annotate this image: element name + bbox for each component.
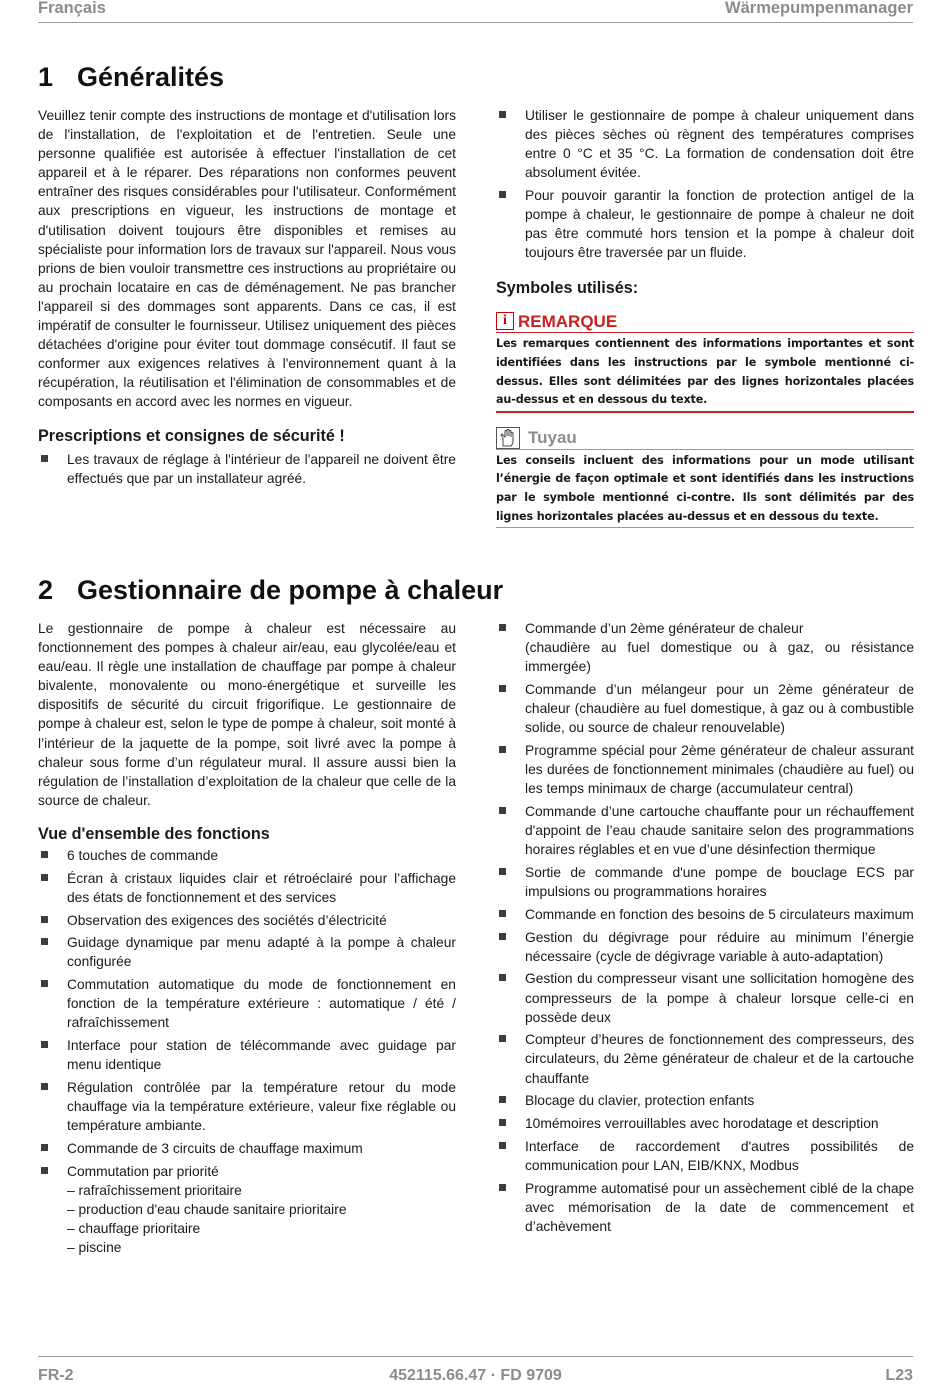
list-item xyxy=(38,869,456,907)
section-1-intro: Veuillez tenir compte des instructions de montage et d'utilisation lors de l'installation, de l'exploitation et de l'entretien. Seule une personne qualifiée est autorisée à effectuer l'installation de cet appareil et à le réparer. Des réparations non conformes peuvent entraîner des risques considérables pour l'utilisateur. Conformément aux prescriptions en vigueur, les instructions de montage et d'utilisation doivent toujours être disponibles et remises au spécialiste pour information lors de travaux sur l'appareil. Nous vous prions de bien vouloir transmettre ces instructions au propriétaire ou au prochain locataire en cas de déménagement. Ne pas brancher l'appareil si des dommages sont apparents. Dans ce cas, il est impératif de consulter le fournisseur. Utilisez uniquement des pièces détachées d'origine pour éviter tout dommage consécutif. Il faut se conformer aux exigences relatives à l'environnement quant à la récupération, la réutilisation et l'élimination de consommables et de composants en accord avec les normes en vigueur. xyxy=(38,108,456,410)
list-item xyxy=(496,186,914,262)
list-item xyxy=(38,1078,456,1135)
list-item-text: 6 touches de commande xyxy=(67,847,219,863)
list-item-text: Observation des exigences des sociétés d’électricité xyxy=(67,912,387,928)
section-1-number: 1 xyxy=(38,62,54,92)
list-item xyxy=(496,741,914,798)
list-item xyxy=(38,1162,456,1257)
list-item xyxy=(496,928,914,966)
list-item-text: Les travaux de réglage à l'intérieur de l'appareil ne doivent être effectués que par un installateur agréé. xyxy=(67,451,456,486)
list-subitem: – piscine xyxy=(67,1240,122,1256)
section-1-left-column xyxy=(38,106,456,491)
list-item xyxy=(38,975,456,1032)
list-item xyxy=(496,680,914,737)
list-item-text: Blocage du clavier, protection enfants xyxy=(525,1093,755,1109)
list-item xyxy=(496,1179,914,1236)
footer-document-id: 452115.66.47 · FD 9709 xyxy=(389,1367,562,1384)
list-item xyxy=(38,911,456,930)
list-item xyxy=(496,802,914,859)
list-item-text: Régulation contrôlée par la température retour du mode chauffage via la température extérieure, valeur fixe réglable ou température ambiante. xyxy=(67,1080,456,1134)
list-item-text: Commande d’une cartouche chauffante pour un réchauffement d'appoint de l’eau chaude sanitaire selon des programmations horaires réglables et en vue d’une désinfection thermique xyxy=(525,803,914,858)
safety-heading: Prescriptions et consignes de sécurité ! xyxy=(38,426,345,445)
list-item-text: Commande d’un mélangeur pour un 2ème générateur de chaleur (chaudière au fuel domestique, à gaz ou à combustible solide, ou source de chaleur renouvelable) xyxy=(525,681,914,736)
page-footer xyxy=(38,1356,913,1385)
list-item xyxy=(496,905,914,924)
list-item-text: Compteur d’heures de fonctionnement des compresseurs, des circulateurs, du 2ème générateur de chaleur et de la cartouche chauffante xyxy=(525,1032,914,1086)
list-item-text: Gestion du compresseur visant une sollicitation homogène des compresseurs de la pompe à chaleur lorsque celle-ci en possède deux xyxy=(525,971,914,1025)
list-item-text: Commande d’un 2ème générateur de chaleur xyxy=(525,621,804,636)
tip-box xyxy=(496,427,914,528)
functions-list-left xyxy=(38,846,456,1257)
remark-title: REMARQUE xyxy=(518,311,618,331)
list-item xyxy=(38,450,456,488)
list-item-text: 10mémoires verrouillables avec horodatage et description xyxy=(525,1116,879,1132)
symbols-heading: Symboles utilisés: xyxy=(496,279,639,298)
list-item xyxy=(496,1114,914,1133)
section-1-heading xyxy=(38,62,224,93)
header-product: Wärmepumpenmanager xyxy=(725,0,913,17)
section-2-heading xyxy=(38,575,503,606)
list-item xyxy=(496,619,914,676)
footer-page-number: FR-2 xyxy=(38,1367,74,1384)
section-2-intro: Le gestionnaire de pompe à chaleur est nécessaire au fonctionnement des pompes à chaleur air/eau, eau glycolée/eau et eau/eau. Il règle une installation de chauffage par pompe à chaleur bivalente, monovalente ou mono-énergétique et surveille les dispositifs de sécurité du circuit frigorifique. Le gestionnaire de pompe à chaleur est, selon le type de pompe à chaleur, soit monté à l’intérieur de la jaquette de la pompe, soit livré avec la pompe à chaleur sous forme d’un régulateur mural. Il assure aussi bien la régulation de l’installation d’exploitation de la chaleur que celle de la source de chaleur. xyxy=(38,621,456,808)
section-2-number: 2 xyxy=(38,575,54,605)
footer-code: L23 xyxy=(885,1367,913,1384)
list-item xyxy=(38,933,456,971)
list-item-text: Écran à cristaux liquides clair et rétroéclairé pour l’affichage des états de fonctionnement et des services xyxy=(67,870,456,905)
functions-list-right xyxy=(496,619,914,1236)
list-item-text: Commutation par priorité xyxy=(67,1163,219,1179)
section-2-right-column xyxy=(496,619,914,1240)
list-item xyxy=(38,1139,456,1158)
remark-text: Les remarques contiennent des informations importantes et sont identifiées dans les instructions par le symbole mentionné ci-dessus. Elles sont délimitées par des lignes horizontales placées au-dessus et en dessous du texte. xyxy=(496,332,914,410)
list-subitem: – rafraîchissement prioritaire xyxy=(67,1182,242,1198)
list-item xyxy=(496,863,914,901)
safety-list-left xyxy=(38,450,456,488)
list-item-text: Sortie de commande d'une pompe de bouclage ECS par impulsions ou programmations horaires xyxy=(525,864,914,899)
section-2-left-column xyxy=(38,619,456,1261)
list-subitem: (chaudière au fuel domestique ou à gaz, ou résistance immergée) xyxy=(525,640,914,675)
list-item-text: Guidage dynamique par menu adapté à la pompe à chaleur configurée xyxy=(67,935,456,970)
info-icon: i xyxy=(496,312,514,330)
tip-title: Tuyau xyxy=(528,428,577,448)
list-item xyxy=(496,1137,914,1175)
list-item xyxy=(38,1036,456,1074)
list-item-text: Interface de raccordement d'autres possibilités de communication pour LAN, EIB/KNX, Modbus xyxy=(525,1138,914,1173)
list-item-text: Utiliser le gestionnaire de pompe à chaleur uniquement dans des pièces sèches où règnent des températures comprises entre 0 °C et 35 °C. La formation de condensation doit être absolument évitée. xyxy=(525,108,914,181)
section-1-right-column xyxy=(496,106,914,528)
tip-text: Les conseils incluent des informations pour un mode utilisant l’énergie de façon optimale et sont identifiés dans les instructions par le symbole mentionné ci-contre. Ils sont délimités par des lignes horizontales placées au-dessus et en dessous du texte. xyxy=(496,449,914,527)
list-item-text: Pour pouvoir garantir la fonction de protection antigel de la pompe à chaleur, le gestionnaire de pompe à chaleur ne doit pas être commuté hors tension et la pompe à chaleur doit toujours être traversée par un fluide. xyxy=(525,188,914,261)
overview-heading: Vue d'ensemble des fonctions xyxy=(38,824,270,843)
list-item-text: Programme spécial pour 2ème générateur de chaleur assurant les durées de fonctionnement minimales (chaudière au fuel) ou les temps minimaux de charge (accumulateur central) xyxy=(525,742,914,797)
list-item-text: Programme automatisé pour un assèchement ciblé de la chape avec mémorisation de la date de commencement et d’achèvement xyxy=(525,1180,914,1234)
list-item xyxy=(496,106,914,182)
list-item-text: Interface pour station de télécommande avec guidage par menu identique xyxy=(67,1038,456,1073)
list-item-text: Commande en fonction des besoins de 5 circulateurs maximum xyxy=(525,906,914,922)
list-item xyxy=(496,1091,914,1110)
list-item xyxy=(38,846,456,865)
page-header xyxy=(38,0,913,23)
list-subitem: – production d'eau chaude sanitaire prioritaire xyxy=(67,1202,347,1218)
list-item xyxy=(496,1030,914,1087)
list-subitem: – chauffage prioritaire xyxy=(67,1221,201,1237)
section-1-title: Généralités xyxy=(77,62,225,92)
list-item-text: Commande de 3 circuits de chauffage maximum xyxy=(67,1141,363,1157)
list-item xyxy=(496,969,914,1026)
list-item-text: Commutation automatique du mode de fonctionnement en fonction de la température extérieure : automatique / été / rafraîchissement xyxy=(67,977,456,1031)
header-language: Français xyxy=(38,0,106,17)
section-2-title: Gestionnaire de pompe à chaleur xyxy=(77,575,504,605)
safety-list-right xyxy=(496,106,914,262)
hand-tip-icon xyxy=(496,427,520,449)
list-item-text: Gestion du dégivrage pour réduire au minimum l’énergie nécessaire (cycle de dégivrage variable à auto-adaptation) xyxy=(525,929,914,964)
remark-box xyxy=(496,310,914,412)
